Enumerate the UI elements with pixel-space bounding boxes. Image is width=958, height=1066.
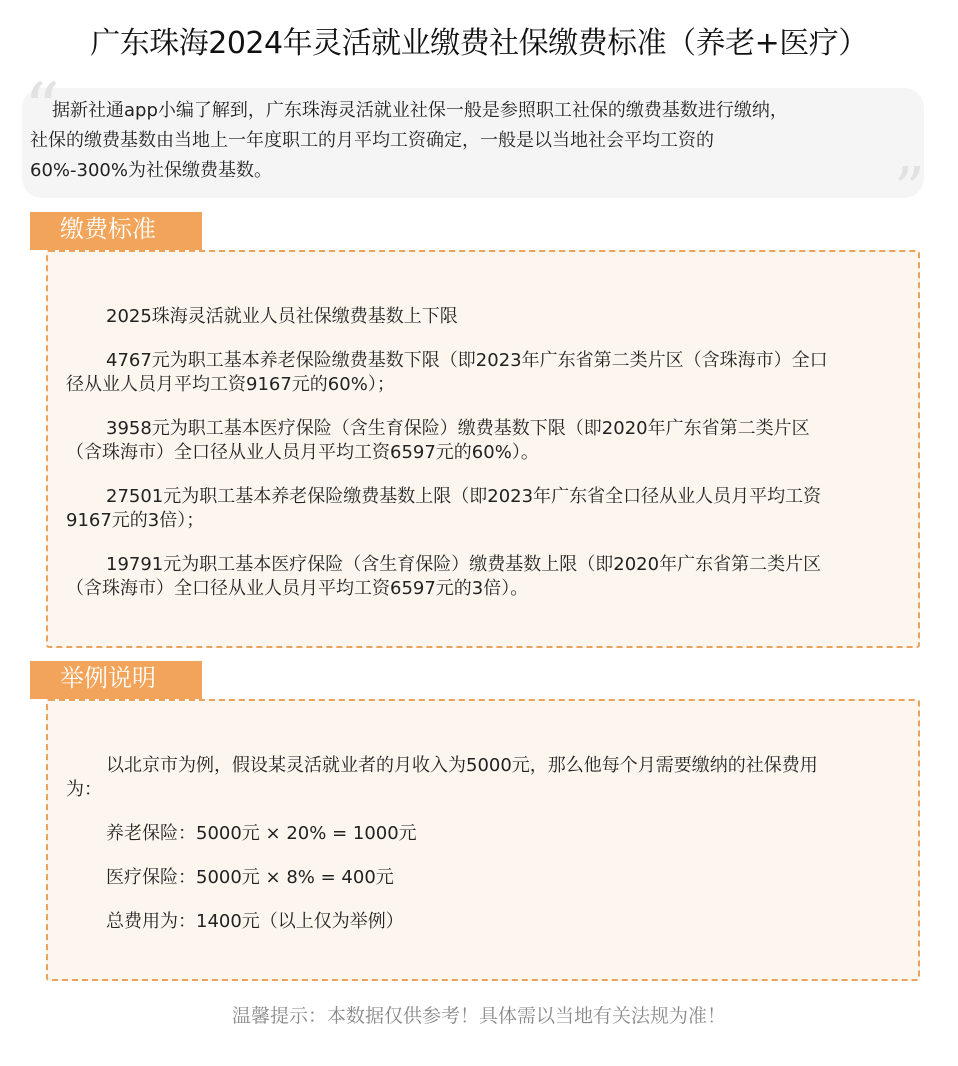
open-quote-icon: “ [24, 68, 60, 150]
paragraph-line: 2025珠海灵活就业人员社保缴费基数上下限 [106, 306, 458, 327]
intro-line: 据新社通app小编了解到，广东珠海灵活就业社保一般是参照职工社保的缴费基数进行缴纳， [52, 100, 788, 121]
page-title: 广东珠海2024年灵活就业缴费社保缴费标准（养老+医疗） [90, 26, 868, 61]
paragraph-line: 为： [66, 779, 102, 800]
standard-paragraph [66, 349, 902, 397]
paragraph-line: （含珠海市）全口径从业人员月平均工资6597元的60%）。 [66, 442, 539, 463]
example-paragraph [66, 910, 902, 934]
standard-paragraph [66, 305, 902, 329]
example-paragraph [66, 754, 902, 802]
footer-note: 温馨提示：本数据仅供参考！具体需以当地有关法规为准！ [231, 1005, 726, 1027]
section-tab-example: 举例说明 [30, 661, 202, 699]
paragraph-line: （含珠海市）全口径从业人员月平均工资6597元的3倍）。 [66, 578, 529, 599]
standard-paragraph [66, 485, 902, 533]
paragraph-line: 3958元为职工基本医疗保险（含生育保险）缴费基数下限（即2020年广东省第二类片区 [106, 418, 810, 439]
paragraph-line: 径从业人员月平均工资9167元的60%）； [66, 374, 395, 395]
example-paragraph [66, 822, 902, 846]
paragraph-line: 总费用为：1400元（以上仅为举例） [106, 911, 404, 932]
paragraph-line: 4767元为职工基本养老保险缴费基数下限（即2023年广东省第二类片区（含珠海市）全口 [106, 350, 828, 371]
paragraph-line: 以北京市为例，假设某灵活就业者的月收入为5000元，那么他每个月需要缴纳的社保费用 [106, 755, 818, 776]
intro-line: 60%-300%为社保缴费基数。 [30, 160, 272, 181]
paragraph-line: 19791元为职工基本医疗保险（含生育保险）缴费基数上限（即2020年广东省第二类片区 [106, 554, 822, 575]
paragraph-line: 养老保险：5000元 × 20% = 1000元 [106, 823, 417, 844]
intro-line: 社保的缴费基数由当地上一年度职工的月平均工资确定，一般是以当地社会平均工资的 [30, 130, 714, 151]
close-quote-icon: ” [894, 155, 925, 225]
example-paragraph [66, 866, 902, 890]
standard-paragraph [66, 417, 902, 465]
standard-paragraph [66, 553, 902, 601]
paragraph-line: 27501元为职工基本养老保险缴费基数上限（即2023年广东省全口径从业人员月平均工资 [106, 486, 822, 507]
paragraph-line: 9167元的3倍）； [66, 510, 205, 531]
intro-text [30, 96, 912, 186]
paragraph-line: 医疗保险：5000元 × 8% = 400元 [106, 867, 394, 888]
section-tab-standard: 缴费标准 [30, 212, 202, 250]
